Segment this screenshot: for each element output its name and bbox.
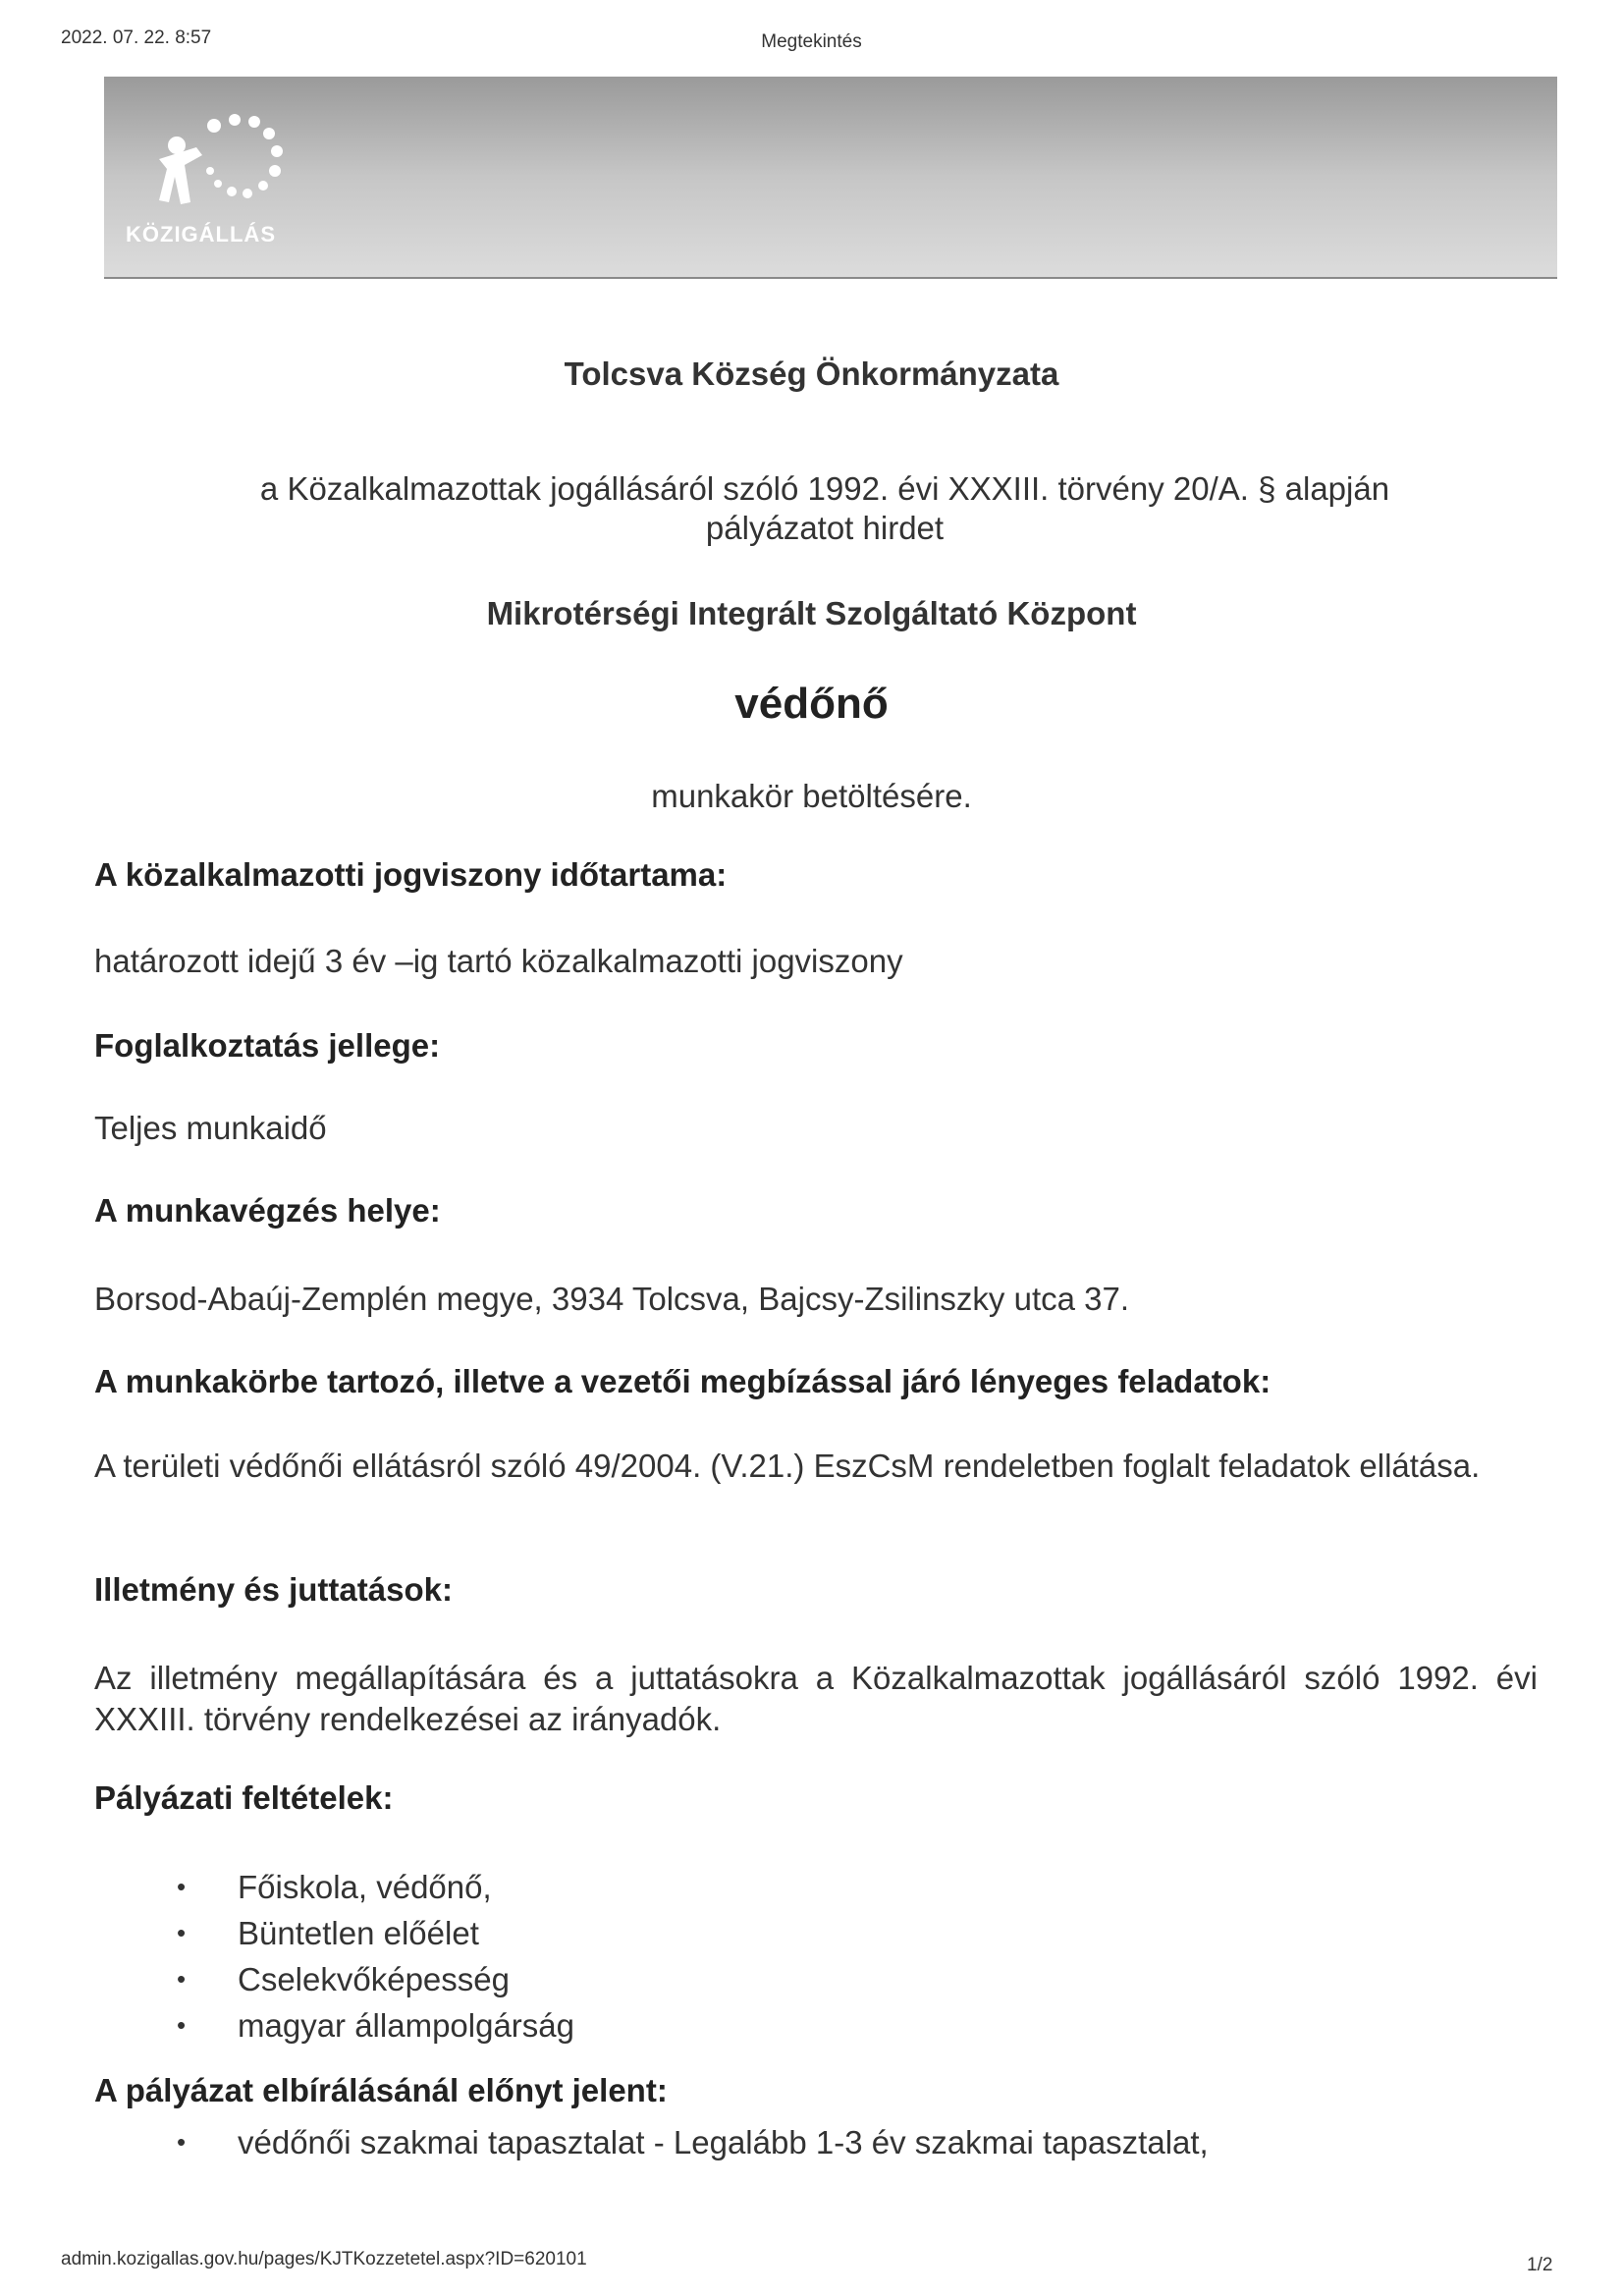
requirements-heading: Pályázati feltételek: (94, 1779, 394, 1816)
tasks-heading: A munkakörbe tartozó, illetve a vezetői megbízással járó lényeges feladatok: (94, 1363, 1271, 1399)
intro-line-1: a Közalkalmazottak jogállásáról szóló 1992. évi XXXIII. törvény 20/A. § alapján (259, 470, 1390, 507)
salary-text: Az illetmény megállapítására és a juttatásokra a Közalkalmazottak jogállásáról szóló 1992. évi XXXIII. törvény rendelkezései az irányadók. (94, 1660, 1538, 1737)
location-heading: A munkavégzés helye: (94, 1192, 441, 1229)
organization-name: Tolcsva Község Önkormányzata (564, 355, 1059, 392)
list-item: • Büntetlen előélet (177, 1910, 574, 1956)
intro-line-2: pályázatot hirdet (705, 510, 945, 546)
list-item: • védőnői szakmai tapasztalat - Legalább 1-3 év szakmai tapasztalat, (177, 2119, 1209, 2165)
print-date: 2022. 07. 22. 8:57 (61, 27, 212, 48)
duration-text: határozott idejű 3 év –ig tartó közalkalmazotti jogviszony (94, 943, 903, 979)
salary-heading: Illetmény és juttatások: (94, 1571, 453, 1608)
list-item: • magyar állampolgárság (177, 2002, 574, 2049)
intro-text (167, 469, 1483, 548)
logo-text: KÖZIGÁLLÁS (126, 222, 276, 246)
employment-heading: Foglalkoztatás jellege: (94, 1027, 441, 1064)
header-banner (104, 77, 1557, 279)
list-item: • Főiskola, védőnő, (177, 1864, 574, 1910)
list-item: • Cselekvőképesség (177, 1956, 574, 2002)
requirements-list (177, 1864, 574, 2049)
footer-url: admin.kozigallas.gov.hu/pages/KJTKozzetetel.aspx?ID=620101 (61, 2249, 587, 2269)
location-text: Borsod-Abaúj-Zemplén megye, 3934 Tolcsva, Bajcsy-Zsilinszky utca 37. (94, 1281, 1130, 1317)
tasks-text: A területi védőnői ellátásról szóló 49/2004. (V.21.) EszCsM rendeletben foglalt feladatok ellátása. (94, 1448, 1481, 1484)
org-unit-name: Mikrotérségi Integrált Szolgáltató Központ (486, 595, 1137, 631)
advantages-list (177, 2119, 1209, 2165)
print-title: Megtekintés (761, 31, 862, 52)
employment-text: Teljes munkaidő (94, 1110, 327, 1146)
position-subtitle: munkakör betöltésére. (651, 778, 972, 814)
duration-heading: A közalkalmazotti jogviszony időtartama: (94, 856, 728, 893)
advantages-heading: A pályázat elbírálásánál előnyt jelent: (94, 2072, 668, 2108)
position-title: védőnő (734, 680, 889, 728)
footer-page-number: 1/2 (1527, 2255, 1553, 2275)
